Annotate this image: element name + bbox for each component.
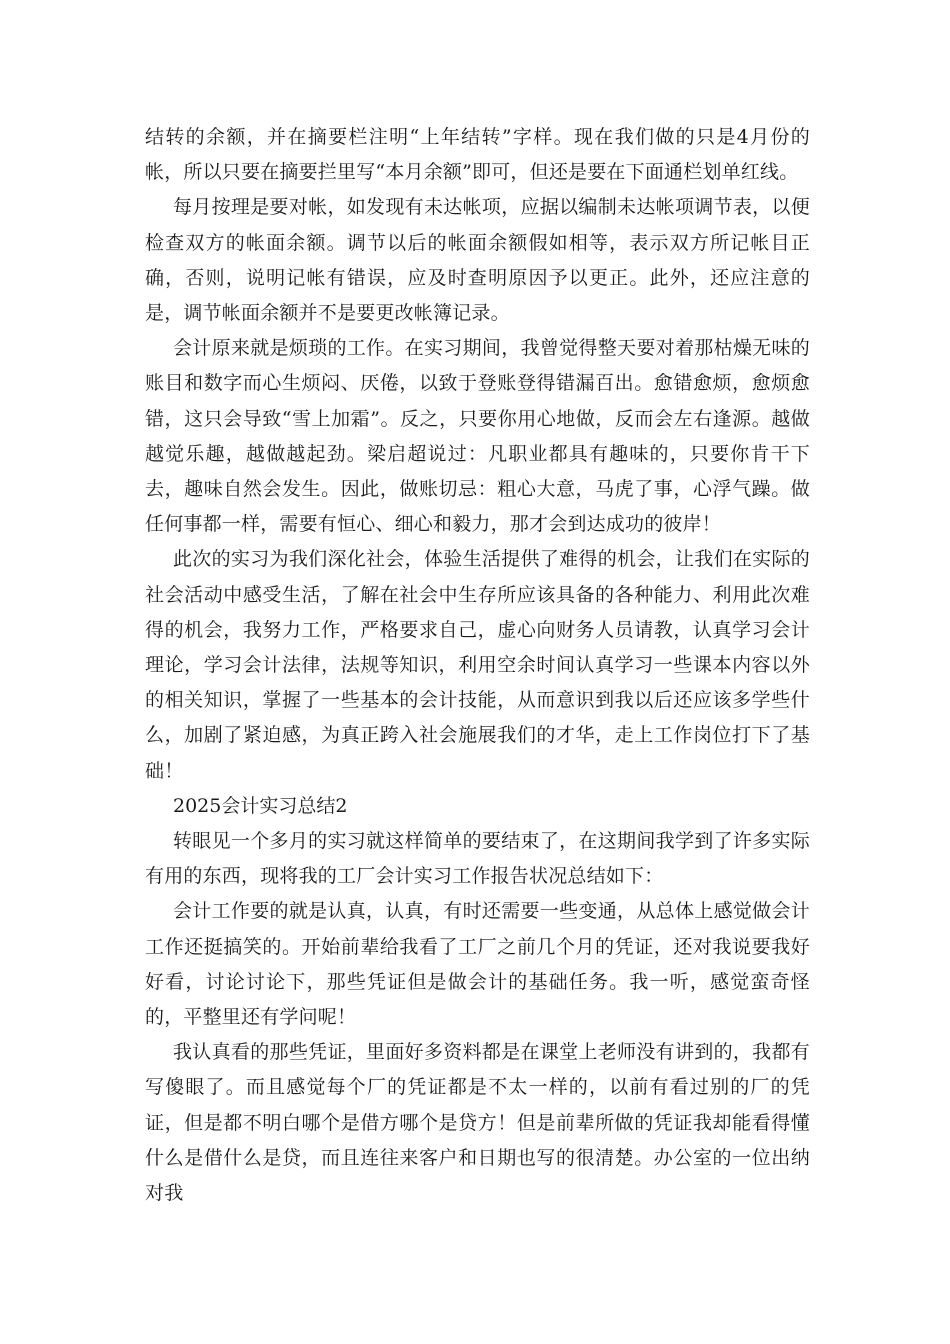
paragraph-1: 结转的余额，并在摘要栏注明“上年结转”字样。现在我们做的只是4月份的帐，所以只要在摘要拦里写“本月余额”即可，但还是要在下面通栏划单红线。 [145,126,810,184]
paragraph-6: 会计工作要的就是认真，认真，有时还需要一些变通，从总体上感觉做会计工作还挺搞笑的。开始前辈给我看了工厂之前几个月的凭证，还对我说要我好好看，讨论讨论下，那些凭证但是做会计的基础任务。我一听，感觉蛮奇怪的，平整里还有学问呢！ [145,900,810,1029]
paragraph-3: 会计原来就是烦琐的工作。在实习期间，我曾觉得整天要对着那枯燥无味的账目和数字而心生烦闷、厌倦，以致于登账登得错漏百出。愈错愈烦，愈烦愈错，这只会导致“雪上加霜”。反之，只要你用心地做，反而会左右逢源。越做越觉乐趣，越做越起劲。梁启超说过：凡职业都具有趣味的，只要你肯干下去，趣味自然会发生。因此，做账切忌：粗心大意，马虎了事，心浮气躁。做任何事都一样，需要有恒心、细心和毅力，那才会到达成功的彼岸！ [145,337,810,536]
document-body [145,120,810,1211]
paragraph-7: 我认真看的那些凭证，里面好多资料都是在课堂上老师没有讲到的，我都有写傻眼了。而且感觉每个厂的凭证都是不太一样的，以前有看过别的厂的凭证，但是都不明白哪个是借方哪个是贷方！但是前辈所做的凭证我却能看得懂什么是借什么是贷，而且连往来客户和日期也写的很清楚。办公室的一位出纳对我 [145,1041,810,1205]
paragraph-4: 此次的实习为我们深化社会，体验生活提供了难得的机会，让我们在实际的社会活动中感受生活，了解在社会中生存所应该具备的各种能力、利用此次难得的机会，我努力工作，严格要求自己，虚心向财务人员请教，认真学习会计理论，学习会计法律，法规等知识，利用空余时间认真学习一些课本内容以外的相关知识，掌握了一些基本的会计技能，从而意识到我以后还应该多学些什么，加剧了紧迫感，为真正跨入社会施展我们的才华，走上工作岗位打下了基础！ [145,548,810,782]
paragraph-2: 每月按理是要对帐，如发现有未达帐项，应据以编制未达帐项调节表，以便检查双方的帐面余额。调节以后的帐面余额假如相等，表示双方所记帐目正确，否则，说明记帐有错误，应及时查明原因予以更正。此外，还应注意的是，调节帐面余额并不是要更改帐簿记录。 [145,196,810,325]
section-heading: 2025会计实习总结2 [173,794,348,817]
paragraph-5: 转眼见一个多月的实习就这样简单的要结束了，在这期间我学到了许多实际有用的东西，现将我的工厂会计实习工作报告状况总结如下： [145,830,810,888]
